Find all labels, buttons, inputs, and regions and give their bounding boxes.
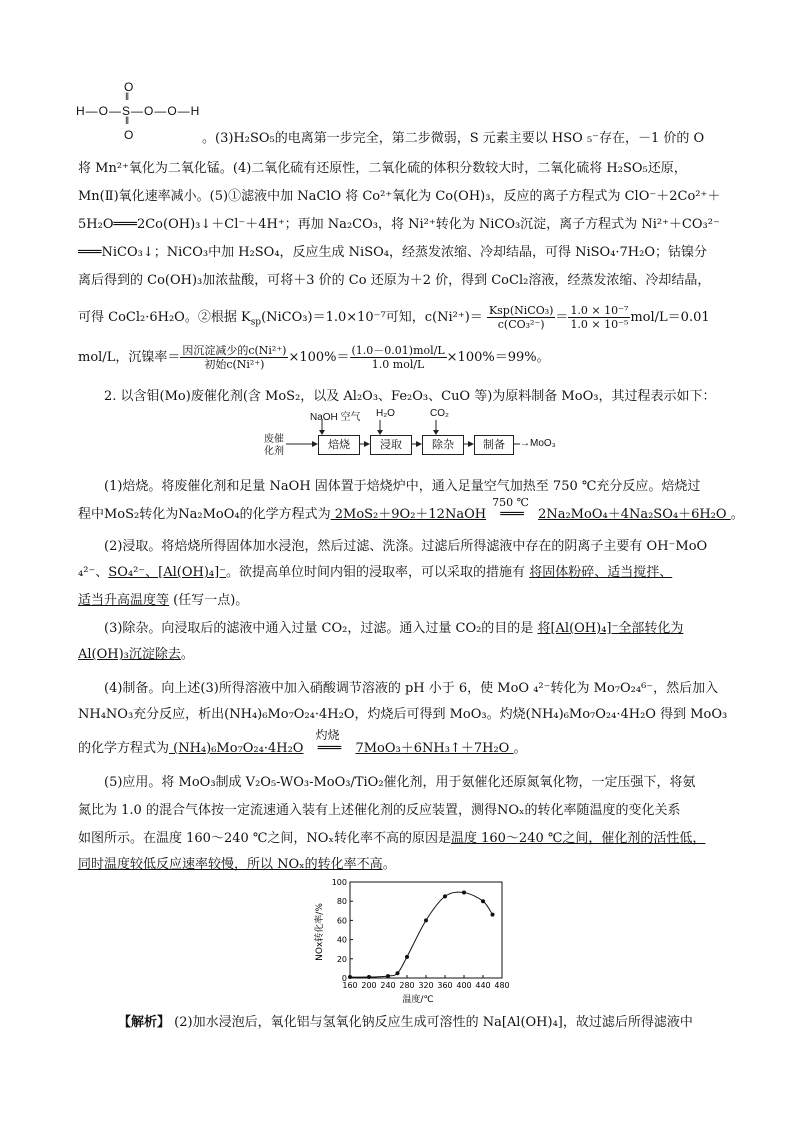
q2-p5-line4: 同时温度较低反应速率较慢，所以 NOₓ的转化率不高。 [78, 857, 396, 872]
para1-line4: 5H₂O═══2Co(OH)₃↓＋Cl⁻＋4H⁺；再加 Na₂CO₃，将 Ni²⁺转化为 NiCO₃沉淀，离子方程式为 Ni²⁺＋CO₃²⁻ [78, 217, 720, 232]
plot-frame [350, 882, 502, 978]
process-flow-diagram [258, 408, 558, 464]
data-point [386, 974, 390, 978]
flow-start: 废催化剂 [264, 434, 284, 457]
data-point [443, 894, 447, 898]
condition-ignite: 灼烧 ═══ [315, 728, 342, 756]
answer-4a: (NH₄)₆Mo₇O₂₄·4H₂O [169, 741, 304, 756]
double-bond-bottom: ‖ [125, 116, 130, 127]
data-point [348, 975, 352, 979]
q2-p5-line1: (5)应用。将 MoO₃制成 V₂O₅-WO₃-MoO₃/TiO₂催化剂，用于氨催化还原氮氧化物，一定压强下，将氨 [104, 775, 696, 790]
structural-formula [76, 74, 216, 144]
q2-p5-line2: 氮比为 1.0 的混合气体按一定流速通入装有上述催化剂的反应装置，测得NOₓ的转化率随温度的变化关系 [78, 803, 681, 818]
q2-p2-line2: ₄²⁻、SO₄²⁻、[Al(OH)₄]⁻。欲提高单位时间内钼的浸取率，可以采取的措施有 将固体粉碎、适当搅拌、 [78, 565, 673, 580]
y-tick-label: 100 [331, 878, 347, 887]
fraction-values: $\frac{\text{1.0 × 10⁻⁷}}{\text{1.0 × 10⁻⁵}}$ [570, 304, 629, 331]
analysis-tag: 【解析】 [118, 1015, 171, 1030]
y-tick-label: 80 [336, 897, 347, 907]
q2-p2-line3: 适当升高温度等 (任写一点)。 [78, 593, 249, 608]
para1-line2: 将 Mn²⁺氧化为二氧化锰。(4)二氧化硫有还原性，二氧化硫的体积分数较大时，二氧化硫将 H₂SO₅还原， [78, 161, 687, 176]
q2-p2-line1: (2)浸取。将焙烧所得固体加水浸泡，然后过滤、洗涤。过滤后所得滤液中存在的阴离子主要有 OH⁻MoO [104, 539, 708, 554]
y-tick-label: 0 [341, 974, 347, 983]
q2-p1-line2: 程中MoS₂转化为Na₂MoO₄的化学方程式为 2MoS₂＋9O₂＋12NaOH 750 ℃ ═══ 2Na₂MoO₄＋4Na₂SO₄＋6H₂O 。 [78, 496, 744, 522]
y-tick-label: 40 [336, 935, 347, 945]
oxygen-bottom: O [124, 128, 134, 142]
flow-step-prepare: 制备 [474, 435, 514, 455]
double-bond-top: ‖ [125, 92, 130, 103]
q2-p4-line2: NH₄NO₃充分反应，析出(NH₄)₆Mo₇O₂₄·4H₂O，灼烧后可得到 MoO₃。灼烧(NH₄)₆Mo₇O₂₄·4H₂O 得到 MoO₃ [78, 707, 728, 722]
data-point [424, 918, 428, 922]
answer-5a: 温度 160～240 ℃之间，催化剂的活性低， [450, 831, 706, 846]
flow-step-roast: 焙烧 [318, 435, 360, 455]
condition-750c: 750 ℃ ═══ [492, 496, 529, 522]
answer-3a: 将[Al(OH)₄]⁻全部转化为 [537, 621, 684, 636]
analysis-line: 【解析】 (2)加水浸泡后，氧化铝与氢氧化钠反应生成可溶性的 Na[Al(OH)₄]，故过滤后所得滤液中 [118, 1015, 693, 1030]
series-line [350, 892, 493, 977]
x-tick-label: 160 [342, 981, 358, 990]
x-axis-label: 温度/℃ [402, 995, 434, 1005]
q2-p4-line3: 的化学方程式为 (NH₄)₆Mo₇O₂₄·4H₂O 灼烧 ═══ 7MoO₃＋6NH₃↑＋7H₂O 。 [78, 728, 527, 756]
fraction-ksp: $\frac{\text{Ksp(NiCO₃)}}{\text{c(CO₃²⁻)}}$ [488, 304, 554, 331]
flow-input-co2: CO₂ [430, 408, 449, 419]
answer-1a: 2MoS₂＋9O₂＋12NaOH [330, 507, 487, 522]
flow-input-naoh-air: NaOH 空气 [310, 412, 361, 423]
flow-step-leach: 浸取 [370, 435, 412, 455]
answer-1b: 2Na₂MoO₄＋4Na₂SO₄＋6H₂O [538, 507, 731, 522]
nox-conversion-chart [310, 872, 510, 1007]
x-tick-label: 280 [399, 981, 415, 990]
x-tick-label: 320 [418, 981, 434, 990]
para1-line7: 可得 CoCl₂·6H₂O。②根据 $K_{sp}(NiCO_3)=1.0\times 10^{-7}$可知，c(Ni²⁺)＝ $\frac{\text{Ksp(NiCO₃)}}{\text{c(CO₃²⁻)}}$ ＝ $\frac{\text{1.0 × 10⁻⁷}}{\text{1.0 × 10⁻⁵}}$ mol/L＝0.01 [78, 304, 710, 331]
x-tick-label: 200 [361, 981, 377, 990]
flow-input-water: H₂O [376, 408, 395, 419]
q2-p3-line2: Al(OH)₃沉淀除去。 [78, 647, 194, 662]
y-axis-label: NOx转化率/% [315, 903, 325, 961]
answer-5b: 同时温度较低反应速率较慢，所以 NOₓ的转化率不高 [78, 857, 383, 872]
fraction-rate-values: $\frac{\text{(1.0－0.01)mol/L}}{\text{1.0 mol/L}}$ [351, 344, 445, 371]
para1-line1: 。(3)H₂SO₅的电离第一步完全，第二步微弱，S 元素主要以 HSO ₅⁻存在，－1 价的 O [202, 131, 705, 146]
x-tick-label: 400 [456, 981, 472, 990]
answer-4b: 7MoO₃＋6NH₃↑＋7H₂O [355, 741, 514, 756]
flow-end: →MoO₃ [520, 438, 556, 449]
q2-intro: 2. 以含钼(Mo)废催化剂(含 MoS₂，以及 Al₂O₃、Fe₂O₃、CuO 等)为原料制备 MoO₃，其过程表示如下： [104, 389, 716, 404]
x-tick-label: 240 [380, 981, 396, 990]
q2-p5-line3: 如图所示。在温度 160～240 ℃之间，NOₓ转化率不高的原因是温度 160～240 ℃之间，催化剂的活性低， [78, 831, 706, 846]
data-point [481, 899, 485, 903]
para1-line8: mol/L，沉镍率＝ $\frac{\text{因沉淀减少的c(Ni²⁺)}}{\text{初始c(Ni²⁺)}}$ ×100%＝ $\frac{\text{(1.0－0.01)mol/L}}{\text{1.0 mol/L}}$ ×100%＝99%。 [78, 344, 550, 371]
x-tick-label: 440 [475, 981, 491, 990]
answer-3b: Al(OH)₃沉淀除去 [78, 647, 181, 662]
q2-p1-line1: (1)焙烧。将废催化剂和足量 NaOH 固体置于焙烧炉中，通入足量空气加热至 750 ℃充分反应。焙烧过 [104, 479, 701, 494]
q2-p3-line1: (3)除杂。向浸取后的滤液中通入过量 CO₂，过滤。通入过量 CO₂的目的是 将[Al(OH)₄]⁻全部转化为 [104, 621, 684, 636]
x-tick-label: 480 [494, 981, 510, 990]
y-tick-label: 20 [336, 954, 347, 964]
fraction-rate: $\frac{\text{因沉淀减少的c(Ni²⁺)}}{\text{初始c(Ni²⁺)}}$ [182, 344, 287, 371]
data-point [396, 971, 400, 975]
x-tick-label: 360 [437, 981, 453, 990]
para1-line3: Mn(Ⅱ)氧化速率减小。(5)①滤液中加 NaClO 将 Co²⁺氧化为 Co(OH)₃，反应的离子方程式为 ClO⁻＋2Co²⁺＋ [78, 189, 721, 204]
answer-2a: SO₄²⁻、[Al(OH)₄]⁻ [108, 565, 227, 580]
data-point [367, 975, 371, 979]
answer-2b: 将固体粉碎、适当搅拌、 [529, 565, 673, 580]
oxygen-top: O [124, 80, 134, 94]
formula-chain: H—O—S—O—O—H [76, 104, 201, 118]
data-point [462, 891, 466, 895]
data-point [405, 955, 409, 959]
q2-p4-line1: (4)制备。向上述(3)所得溶液中加入硝酸调节溶液的 pH 小于 6，使 MoO ₄²⁻转化为 Mo₇O₂₄⁶⁻，然后加入 [104, 681, 719, 696]
data-point [491, 913, 495, 917]
para1-line5: ═══NiCO₃↓；NiCO₃中加 H₂SO₄，反应生成 NiSO₄，经蒸发浓缩、冷却结晶，可得 NiSO₄·7H₂O；钴镍分 [78, 245, 708, 260]
y-tick-label: 60 [336, 916, 347, 926]
flow-step-purify: 除杂 [422, 435, 464, 455]
answer-2c: 适当升高温度等 [78, 593, 170, 608]
para1-line6: 离后得到的 Co(OH)₃加浓盐酸，可将＋3 价的 Co 还原为＋2 价，得到 CoCl₂溶液，经蒸发浓缩、冷却结晶， [78, 273, 711, 288]
